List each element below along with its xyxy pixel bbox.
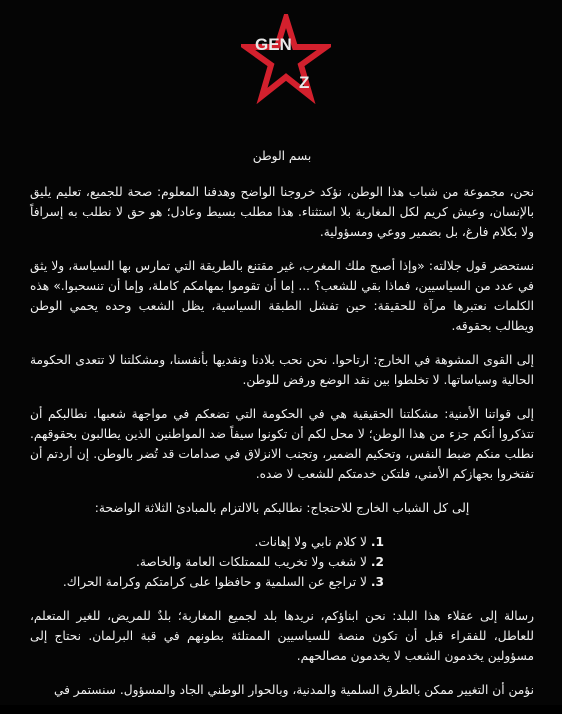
paragraph-foreign-forces: إلى القوى المشوهة في الخارج: ارتاحوا. نحن نحب بلادنا ونفديها بأنفسنا، ومشكلتنا لا تتعدى الحكومة الحالية وسياساتها. لا تخلطوا بين نقد الوضع ورفض للوطن. [30, 353, 534, 387]
logo-text-right: Z [299, 73, 310, 92]
paragraph-message-to-wise: رسالة إلى عقلاء هذا البلد: نحن ابناؤكم، نريدها بلد لجميع المغاربة؛ بلدٌ للمريض، للغير المتعلم، للعاطل، للفقراء قبل أن تكون منصة للسياسيين الممتلئة بطونهم في قبة البرلمان. نحتاج إلى مسؤولين يخدمون الشعب لا يخدمون مصالحهم. [30, 609, 534, 663]
paragraph-closing: نؤمن أن التغيير ممكن بالطرق السلمية والمدنية، وبالحوار الوطني الجاد والمسؤول. سنستمر في [53, 683, 534, 697]
list-item [30, 572, 384, 592]
red-star-icon [246, 18, 326, 96]
salutation: بسم الوطن [252, 149, 312, 163]
list-item [30, 532, 384, 552]
principle-text: لا كلام نابي ولا إهانات. [254, 535, 367, 549]
logo-text-left: GEN [255, 35, 292, 54]
paragraph-protest-youth: إلى كل الشباب الخارج للاحتجاج: نطالبكم بالالتزام بالمبادئ الثلاثة الواضحة: [94, 501, 470, 515]
list-item [30, 552, 384, 572]
paragraph-intro: نحن، مجموعة من شباب هذا الوطن، نؤكد خروجنا الواضح وهدفنا المعلوم: صحة للجميع، تعليم يليق بالإنسان، وعيش كريم لكل المغاربة بلا استثناء. هذا مطلب بسيط وعادل؛ هو حق لا نطلب به إسرافاً ولا بكلام فارغ، بل بضمير ووعي ومسؤولية. [30, 185, 534, 239]
principle-number: 3. [370, 575, 384, 589]
gen-z-star-logo [241, 14, 331, 104]
principles-list [30, 532, 534, 592]
principle-number: 1. [370, 535, 384, 549]
paragraph-security-forces: إلى قواتنا الأمنية: مشكلتنا الحقيقية هي في الحكومة التي تضعكم في مواجهة شعبها. نطالبكم أن تتذكروا أنكم جزء من هذا الوطن؛ لا محل لكم أن تكونوا سيفاً ضد المواطنين الذين يطالبون بحقوقهم. نطلب منكم ضبط النفس، وتحكيم الضمير، وتجنب الانزلاق في صدامات قد تُضر بالوطن. إن أردتم أن تفتخروا بجهازكم الأمني، فلتكن خدمتكم للشعب لا ضده. [30, 407, 534, 481]
principle-text: لا تراجع عن السلمية و حافظوا على كرامتكم وكرامة الحراك. [62, 575, 367, 589]
letter-body [30, 146, 534, 714]
principle-text: لا شغب ولا تخريب للممتلكات العامة والخاصة. [136, 555, 367, 569]
paragraph-royal-quote: نستحضر قول جلالته: «وإذا أصبح ملك المغرب، غير مقتنع بالطريقة التي تمارس بها السياسة، ولا يثق في عدد من السياسيين، فماذا بقي للشعب؟ ... إما أن تقوموا بمهامكم كاملة، وإما أن تنسحبوا.» هذه الكلمات نعتبرها مرآة للحقيقة: حين تفشل الطبقة السياسية، يظل الشعب وحده يحمي الوطن ويطالب بحقوقه. [30, 259, 534, 333]
principle-number: 2. [370, 555, 384, 569]
